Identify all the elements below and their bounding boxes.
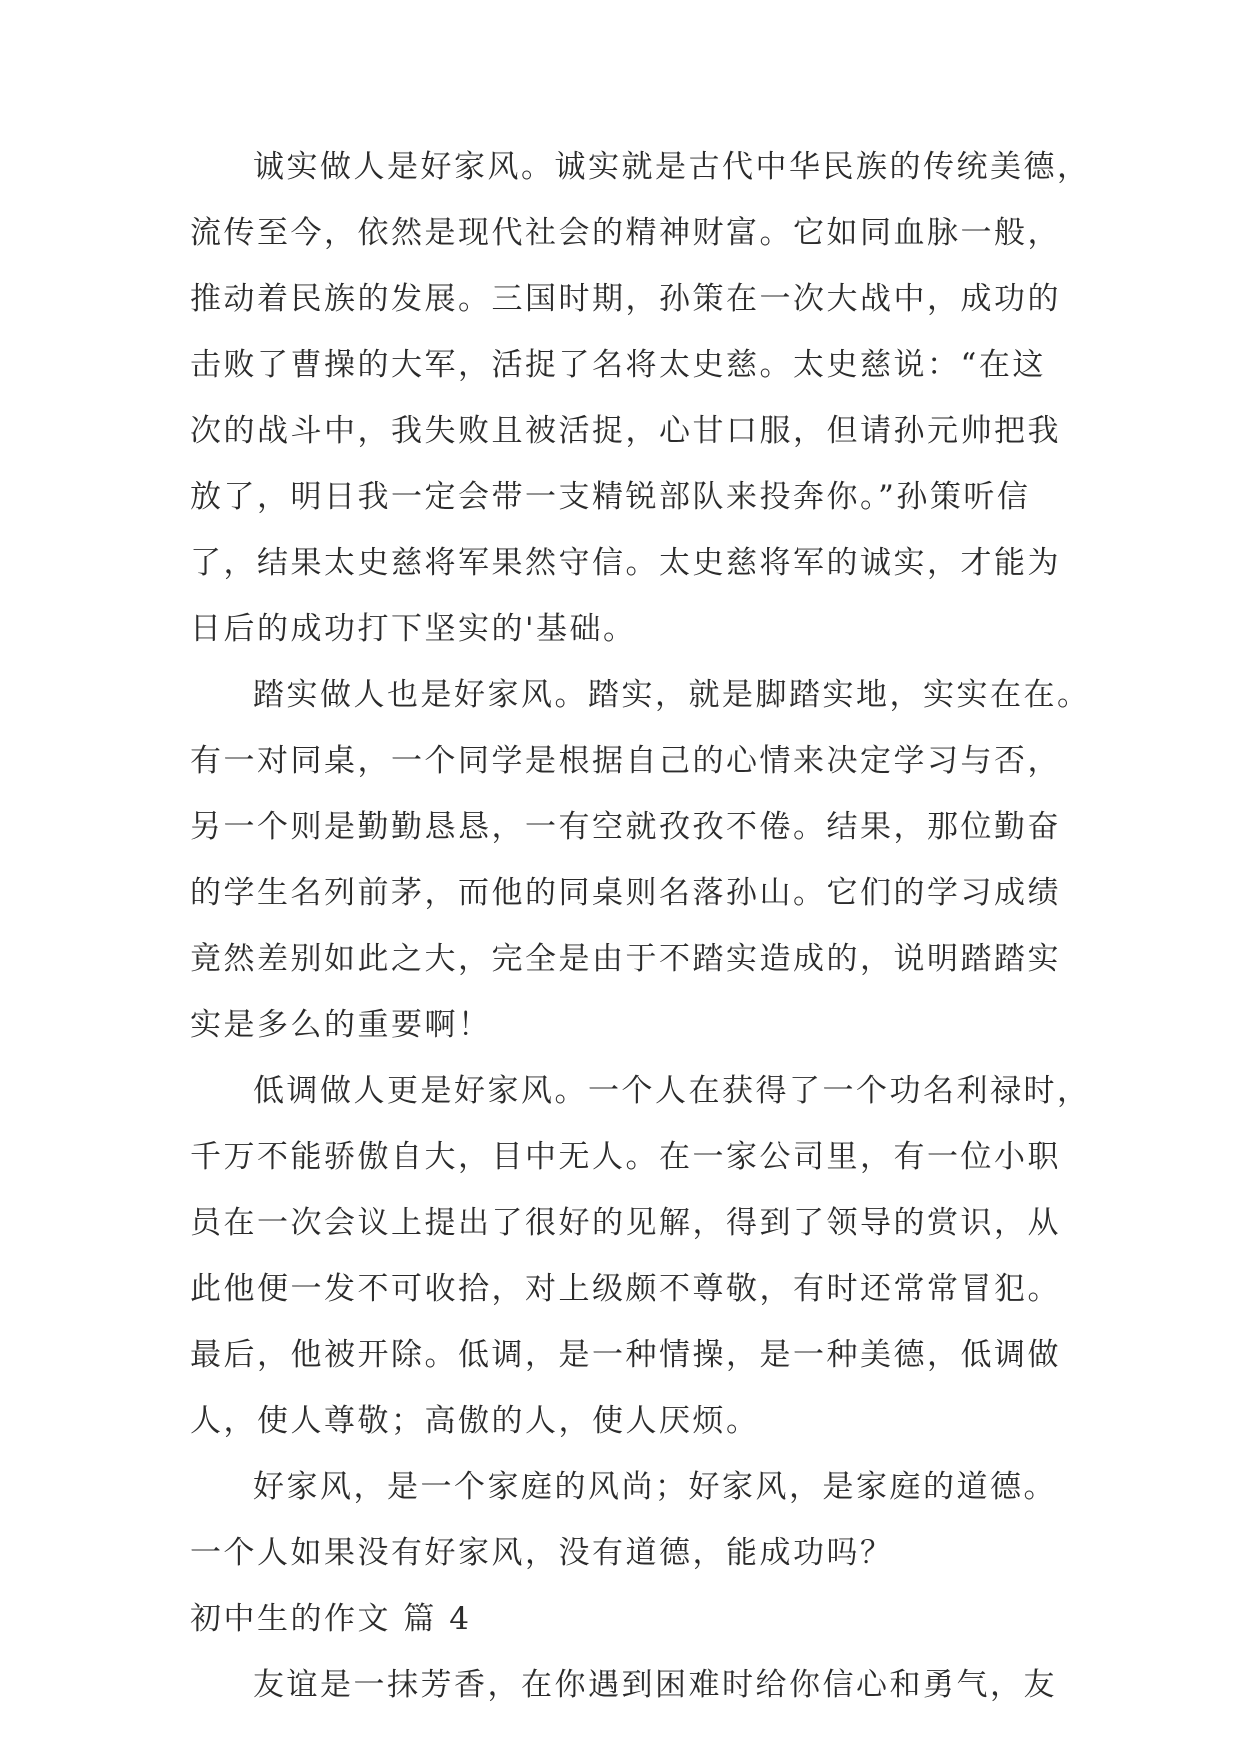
- paragraph-honesty-line-1: 诚实做人是好家风。诚实就是古代中华民族的传统美德，: [253, 149, 1091, 185]
- paragraph-diligence-line-3: 另一个则是勤勤恳恳，一有空就孜孜不倦。结果，那位勤奋: [190, 809, 1061, 845]
- paragraph-modesty-line-6: 人，使人尊敬；高傲的人，使人厌烦。: [190, 1403, 760, 1439]
- paragraph-honesty-line-2: 流传至今，依然是现代社会的精神财富。它如同血脉一般，: [190, 215, 1061, 251]
- paragraph-friendship-line-1: 友谊是一抹芳香，在你遇到困难时给你信心和勇气，友: [253, 1667, 1057, 1703]
- paragraph-diligence-line-5: 竟然差别如此之大，完全是由于不踏实造成的，说明踏踏实: [190, 941, 1061, 977]
- paragraph-honesty-line-7: 了，结果太史慈将军果然守信。太史慈将军的诚实，才能为: [190, 545, 1061, 581]
- paragraph-modesty-line-4: 此他便一发不可收拾，对上级颇不尊敬，有时还常常冒犯。: [190, 1271, 1061, 1307]
- paragraph-diligence-line-6: 实是多么的重要啊！: [190, 1007, 492, 1043]
- paragraph-diligence-line-1: 踏实做人也是好家风。踏实，就是脚踏实地，实实在在。: [253, 677, 1091, 713]
- paragraph-honesty-line-8: 日后的成功打下坚实的'基础。: [190, 611, 637, 647]
- paragraph-modesty-line-5: 最后，他被开除。低调，是一种情操，是一种美德，低调做: [190, 1337, 1061, 1373]
- paragraph-modesty-line-3: 员在一次会议上提出了很好的见解，得到了领导的赏识，从: [190, 1205, 1061, 1241]
- paragraph-honesty-line-6: 放了，明日我一定会带一支精锐部队来投奔你。”孙策听信: [190, 479, 1031, 515]
- paragraph-honesty-line-3: 推动着民族的发展。三国时期，孙策在一次大战中，成功的: [190, 281, 1061, 317]
- paragraph-conclusion-line-2: 一个人如果没有好家风，没有道德，能成功吗？: [190, 1535, 894, 1571]
- paragraph-honesty-line-5: 次的战斗中，我失败且被活捉，心甘口服，但请孙元帅把我: [190, 413, 1061, 449]
- paragraph-diligence-line-2: 有一对同桌，一个同学是根据自己的心情来决定学习与否，: [190, 743, 1061, 779]
- paragraph-diligence-line-4: 的学生名列前茅，而他的同桌则名落孙山。它们的学习成绩: [190, 875, 1061, 911]
- paragraph-modesty-line-2: 千万不能骄傲自大，目中无人。在一家公司里，有一位小职: [190, 1139, 1061, 1175]
- section-heading: 初中生的作文 篇 4: [190, 1601, 472, 1637]
- paragraph-conclusion-line-1: 好家风，是一个家庭的风尚；好家风，是家庭的道德。: [253, 1469, 1057, 1505]
- paragraph-honesty-line-4: 击败了曹操的大军，活捉了名将太史慈。太史慈说：“在这: [190, 347, 1046, 383]
- paragraph-modesty-line-1: 低调做人更是好家风。一个人在获得了一个功名利禄时，: [253, 1073, 1091, 1109]
